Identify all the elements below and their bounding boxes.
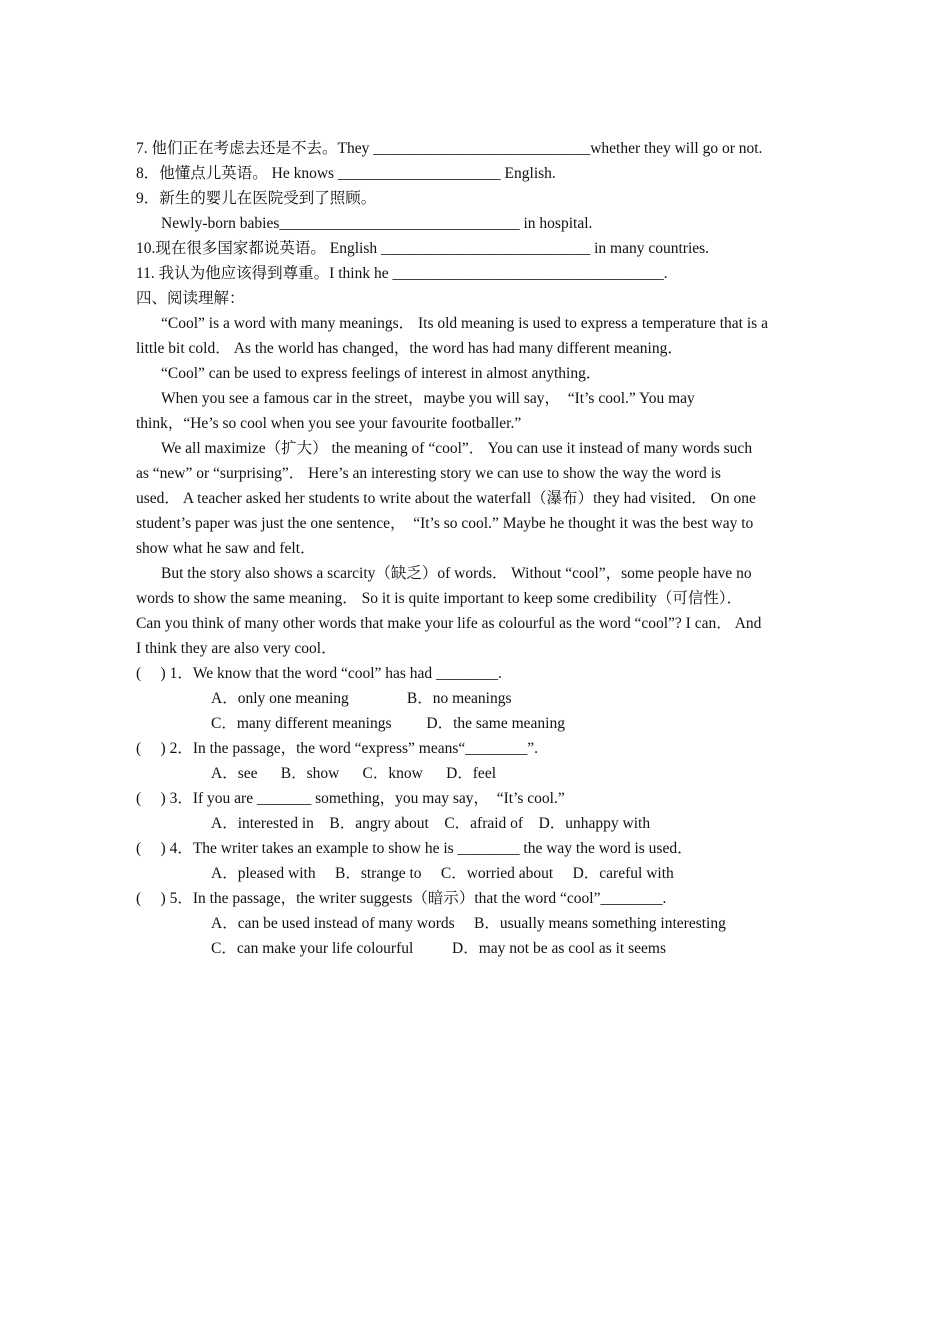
translation-q10: 10.现在很多国家都说英语。 English ___________________________ in many countries. <box>136 240 710 257</box>
passage-line: “Cool” can be used to express feelings of interest in almost anything． <box>161 365 602 382</box>
question-3-stem: ( ) 3．If you are _______ something，you may say， “It’s cool.” <box>136 790 565 807</box>
passage-line: We all maximize（扩大） the meaning of “cool”． You can use it instead of many words such <box>161 440 753 457</box>
translation-q9-chinese: 9．新生的婴儿在医院受到了照顾。 <box>136 190 377 207</box>
question-3-options: A．interested in B．angry about C．afraid of D．unhappy with <box>211 815 651 832</box>
question-5-stem: ( ) 5．In the passage，the writer suggests（暗示）that the word “cool”________. <box>136 890 667 907</box>
passage-line: When you see a famous car in the street，maybe you will say， “It’s cool.” You may <box>161 390 695 407</box>
passage-line: show what he saw and felt． <box>136 540 316 557</box>
question-5-options-row1: A．can be used instead of many words B．usually means something interesting <box>211 915 726 932</box>
passage-line: think，“He’s so cool when you see your favourite footballer.” <box>136 415 522 432</box>
passage-line: “Cool” is a word with many meanings． Its old meaning is used to express a temperature that is a <box>161 315 768 332</box>
question-5-options-row2: C．can make your life colourful D．may not be as cool as it seems <box>211 940 666 957</box>
passage-line: little bit cold． As the world has changed，the word has had many different meaning． <box>136 340 683 357</box>
translation-q11: 11. 我认为他应该得到尊重。I think he ___________________________________. <box>136 265 668 282</box>
passage-line: I think they are also very cool． <box>136 640 337 657</box>
question-2-stem: ( ) 2．In the passage，the word “express” means“________”. <box>136 740 539 757</box>
translation-q8: 8．他懂点儿英语。 He knows _____________________ English. <box>136 165 556 182</box>
question-1-options-row2: C．many different meanings D．the same meaning <box>211 715 565 732</box>
translation-q9-english: Newly-born babies_______________________________ in hospital. <box>161 215 593 232</box>
question-4-stem: ( ) 4．The writer takes an example to show he is ________ the way the word is used． <box>136 840 693 857</box>
question-1-stem: ( ) 1．We know that the word “cool” has had ________. <box>136 665 502 682</box>
passage-line: Can you think of many other words that make your life as colourful as the word “cool”? I can． And <box>136 615 762 632</box>
question-2-options: A．see B．show C．know D．feel <box>211 765 497 782</box>
passage-line: student’s paper was just the one sentence， “It’s so cool.” Maybe he thought it was the best way to <box>136 515 754 532</box>
passage-line: words to show the same meaning． So it is quite important to keep some credibility（可信性）． <box>136 590 743 607</box>
question-1-options-row1: A．only one meaning B．no meanings <box>211 690 512 707</box>
translation-q7: 7. 他们正在考虑去还是不去。They ____________________________whether they will go or not. <box>136 140 763 157</box>
passage-line: used． A teacher asked her students to write about the waterfall（瀑布）they had visited． On one <box>136 490 756 507</box>
section-heading: 四、阅读理解： <box>136 290 245 307</box>
passage-line: But the story also shows a scarcity（缺乏）of words． Without “cool”，some people have no <box>161 565 752 582</box>
question-4-options: A．pleased with B．strange to C．worried about D．careful with <box>211 865 674 882</box>
passage-line: as “new” or “surprising”． Here’s an interesting story we can use to show the way the word is <box>136 465 721 482</box>
